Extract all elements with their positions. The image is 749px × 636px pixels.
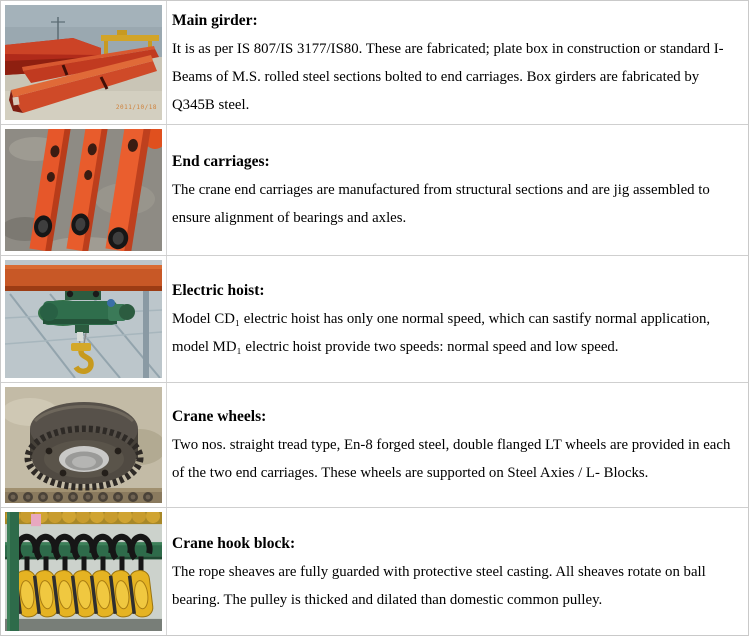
section-crane-wheels bbox=[1, 383, 748, 508]
photo-timestamp: 2011/10/18 bbox=[115, 104, 157, 111]
electric-hoist-text bbox=[167, 256, 748, 382]
end-carriages-photo bbox=[1, 125, 167, 255]
section-body: The crane end carriages are manufactured from structural sections and are jig assembled to ensure alignment of bearings and axles. bbox=[172, 182, 710, 226]
crane-hook-block-illustration bbox=[5, 512, 162, 631]
main-girder-illustration bbox=[5, 5, 162, 120]
crane-hook-block-text bbox=[167, 508, 748, 635]
section-crane-hook-block bbox=[1, 508, 748, 635]
end-carriages-text bbox=[167, 125, 748, 255]
electric-hoist-photo bbox=[1, 256, 167, 382]
section-body: The rope sheaves are fully guarded with protective steel casting. All sheaves rotate on ball bearing. The pulley is thicked and dilated than domestic common pulley. bbox=[172, 563, 706, 608]
section-body: Two nos. straight tread type, En-8 forged steel, double flanged LT wheels are provided in each of the two end carriages. These wheels are supported on Steel Axies / L- Blocks. bbox=[172, 437, 731, 481]
crane-wheels-illustration bbox=[5, 387, 162, 503]
section-end-carriages bbox=[1, 125, 748, 256]
main-girder-text bbox=[167, 1, 748, 124]
section-body: It is as per IS 807/IS 3177/IS80. These are fabricated; plate box in construction or standard I-Beams of M.S. rolled steel sections bolted to end carriages. Box girders are fabricated by Q345B steel. bbox=[172, 40, 724, 113]
crane-wheels-photo bbox=[1, 383, 167, 507]
section-heading: Crane hook block: bbox=[172, 534, 296, 552]
section-heading: Main girder: bbox=[172, 11, 258, 29]
crane-hook-block-photo bbox=[1, 508, 167, 635]
section-heading: End carriages: bbox=[172, 153, 270, 170]
main-girder-photo bbox=[1, 1, 167, 124]
electric-hoist-illustration bbox=[5, 260, 162, 378]
end-carriages-illustration bbox=[5, 129, 162, 251]
section-main-girder bbox=[1, 1, 748, 125]
crane-wheels-text bbox=[167, 383, 748, 507]
section-body: Model CD₁ electric hoist has only one normal speed, which can sastify normal application, model MD₁ electric hoist provide two speeds: normal speed and low speed. bbox=[172, 311, 711, 355]
section-heading: Electric hoist: bbox=[172, 282, 265, 299]
section-heading: Crane wheels: bbox=[172, 408, 267, 425]
section-electric-hoist bbox=[1, 256, 748, 383]
